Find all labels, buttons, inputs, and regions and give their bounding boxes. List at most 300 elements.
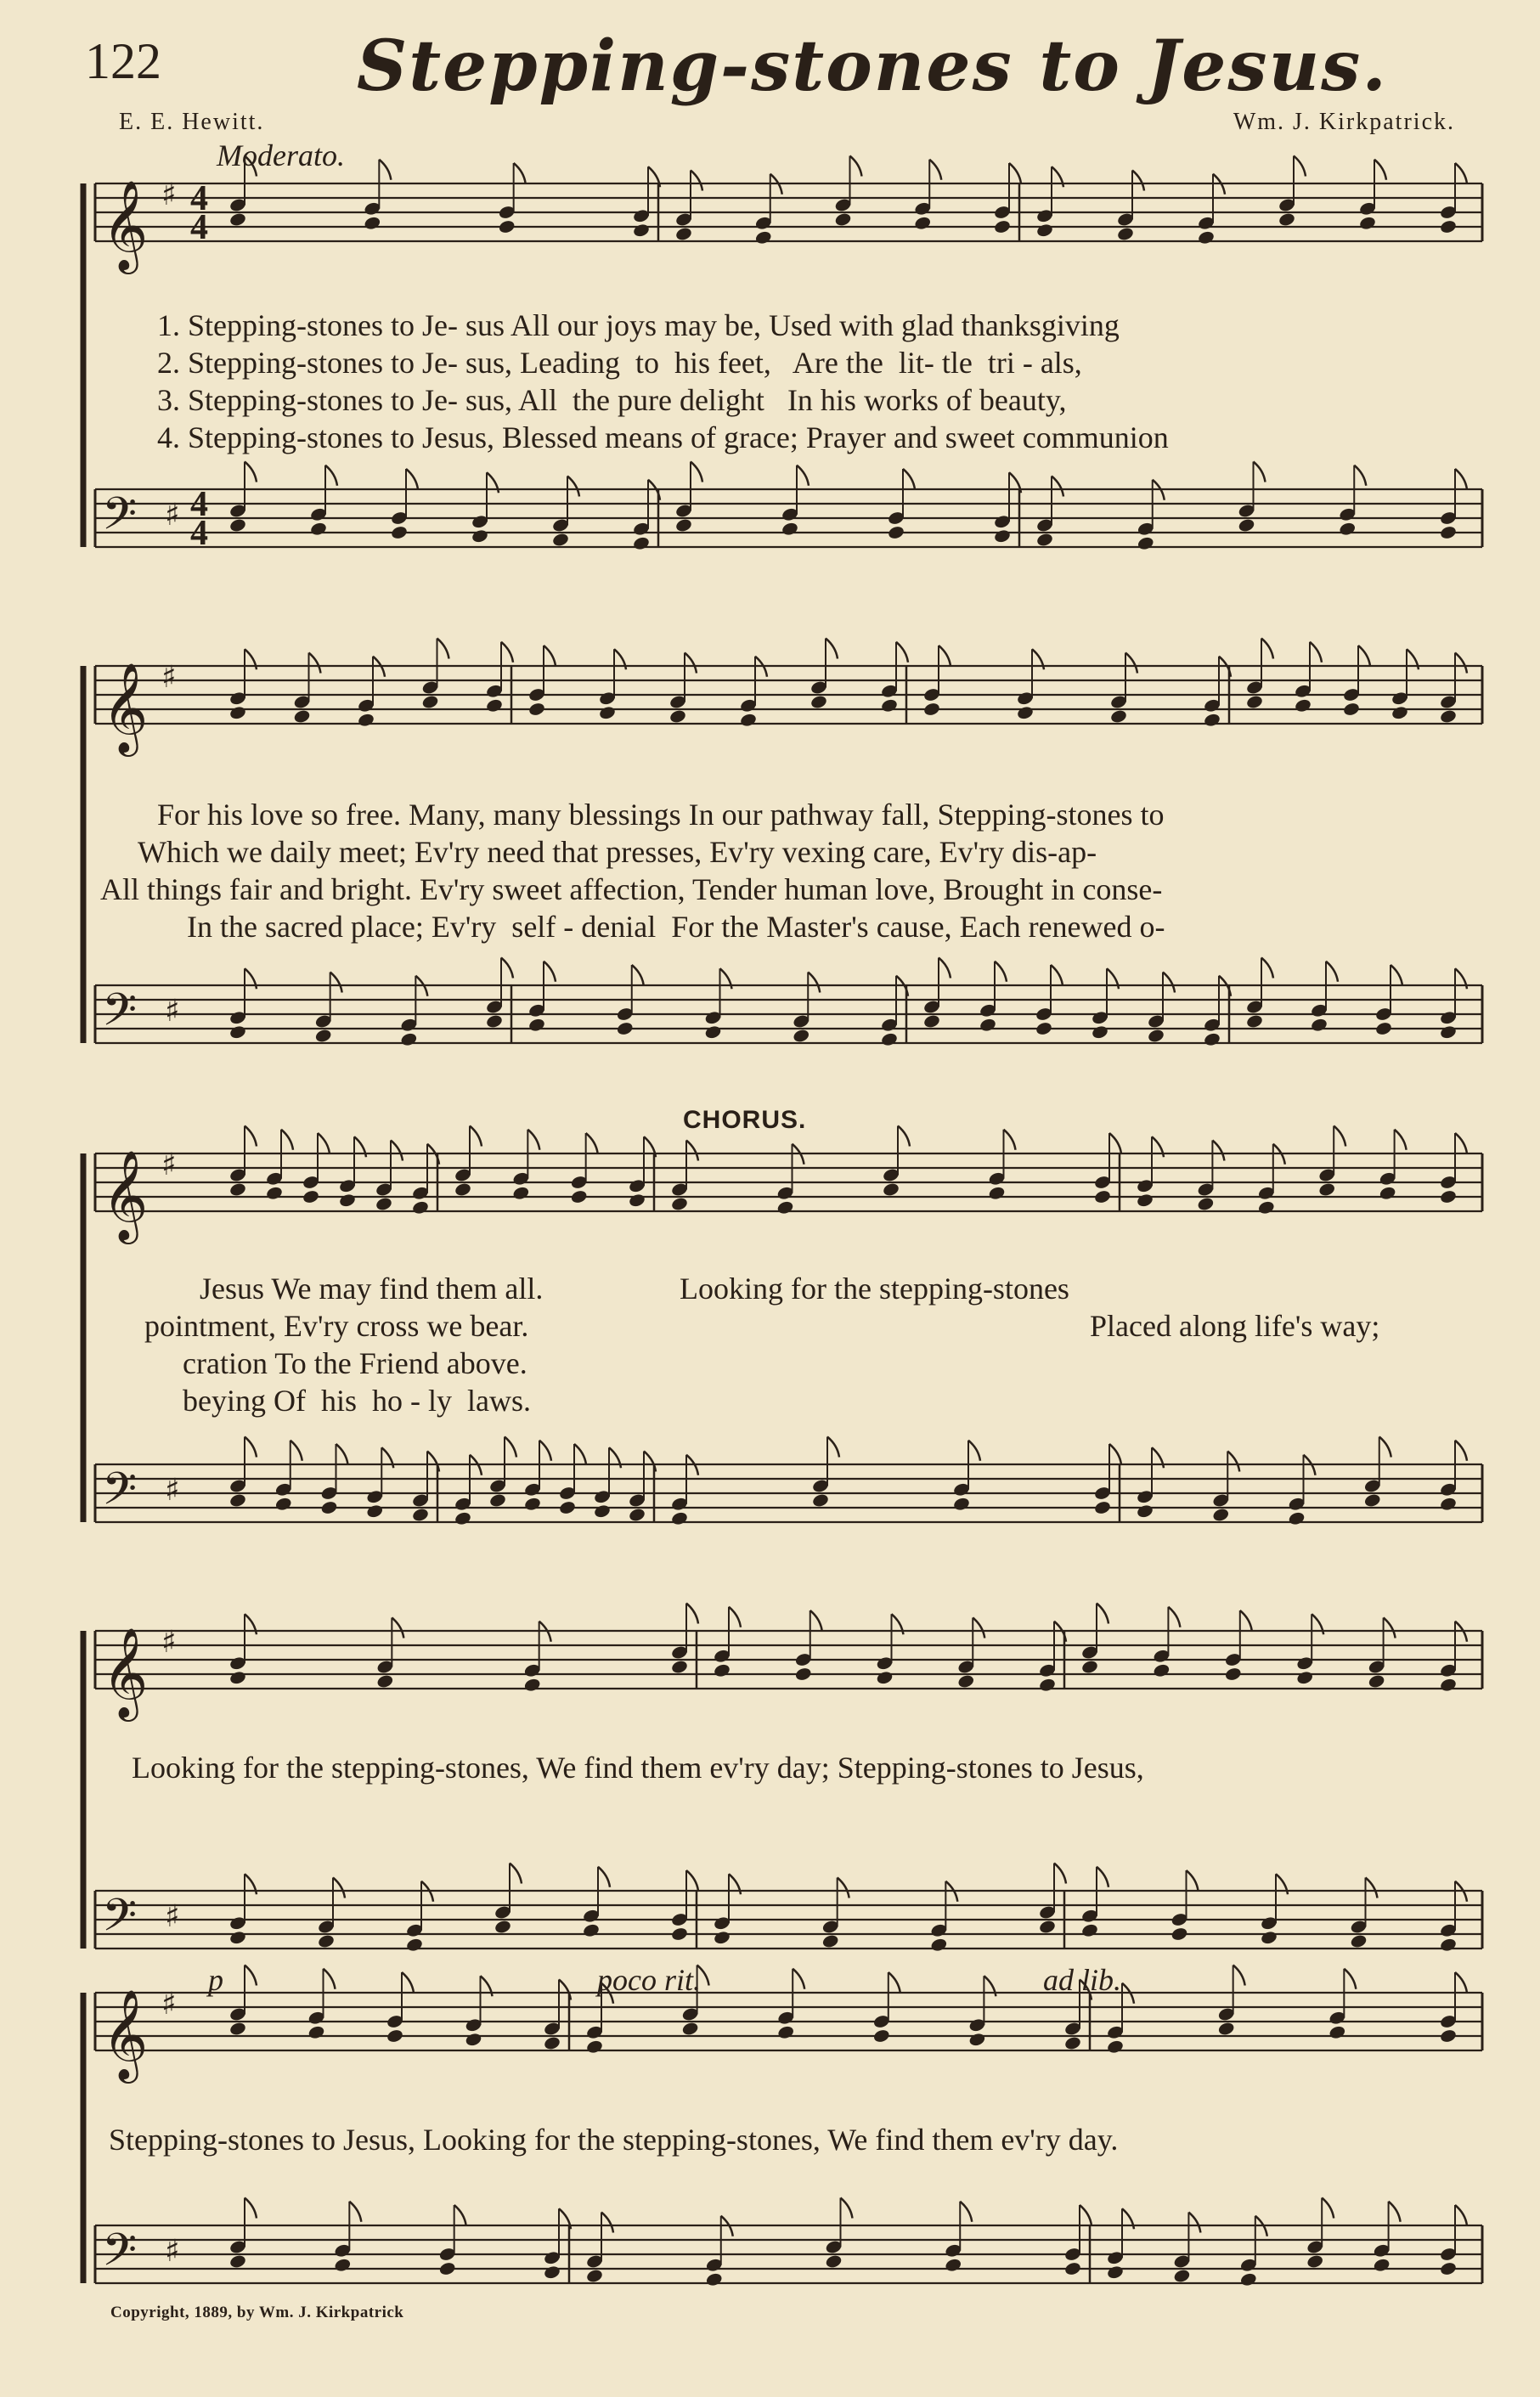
note-head — [1171, 1926, 1188, 1942]
note-head — [1439, 1678, 1457, 1693]
note-flag — [1240, 1610, 1252, 1631]
note-head — [1212, 1507, 1230, 1522]
verse-line: 4. Stepping-stones to Jesus, Blessed means of grace; Prayer and sweet communion — [157, 420, 1169, 454]
verse-line: 2. Stepping-stones to Je- sus, Leading to his feet, Are the lit- tle tri - als, — [157, 346, 1082, 380]
note-flag — [810, 1610, 822, 1631]
note-head — [1439, 708, 1457, 724]
note-head — [945, 2258, 962, 2273]
note-flag — [1227, 1452, 1239, 1472]
sharp-icon: ♯ — [161, 178, 177, 212]
note-flag — [501, 642, 513, 663]
verse-line: All things fair and bright. Ev'ry sweet affection, Tender human love, Brought in conse- — [100, 872, 1163, 906]
note-flag — [1261, 958, 1273, 979]
hymn-title: Stepping-stones to Jesus. — [357, 25, 1388, 107]
sharp-icon: ♯ — [161, 1625, 177, 1660]
note-head — [1342, 702, 1360, 717]
note-head — [421, 694, 439, 709]
note-flag — [544, 646, 556, 666]
note-head — [570, 1189, 588, 1204]
note-flag — [598, 1867, 610, 1887]
note-head — [338, 1193, 356, 1208]
note-flag — [333, 1878, 345, 1898]
note-head — [705, 2272, 723, 2287]
note-head — [598, 705, 616, 720]
note-head — [704, 1024, 722, 1040]
note-flag — [1389, 2202, 1401, 2222]
author: E. E. Hewitt. — [119, 109, 265, 135]
note-head — [438, 2261, 456, 2276]
note-head — [309, 522, 327, 537]
note-flag — [1009, 163, 1021, 183]
note-flag — [686, 1604, 698, 1624]
note-flag — [1455, 1133, 1467, 1153]
bass-clef-icon: 𝄢 — [102, 1890, 138, 1953]
note-flag — [1366, 1878, 1378, 1898]
note-head — [887, 525, 905, 540]
sharp-icon: ♯ — [165, 994, 180, 1029]
note-flag — [838, 1878, 849, 1898]
note-flag — [1109, 1444, 1121, 1464]
note-flag — [1395, 1130, 1407, 1150]
note-flag — [586, 1133, 598, 1153]
note-flag — [1384, 1618, 1396, 1638]
note-head — [930, 1937, 948, 1953]
note-head — [1310, 1018, 1328, 1033]
note-head — [390, 525, 408, 540]
note-flag — [1391, 965, 1402, 985]
note-flag — [939, 958, 951, 979]
note-flag — [1254, 462, 1266, 482]
note-flag — [939, 646, 951, 666]
note-flag — [1455, 163, 1467, 183]
note-head — [375, 1196, 392, 1211]
note-head — [551, 532, 569, 547]
note-head — [523, 1678, 541, 1693]
note-head — [334, 2258, 352, 2273]
bass-clef-icon: 𝄢 — [102, 984, 138, 1047]
note-flag — [1374, 160, 1386, 180]
note-head — [523, 1497, 541, 1512]
note-head — [488, 1492, 506, 1508]
note-head — [1093, 1500, 1111, 1515]
note-head — [1173, 2268, 1191, 2283]
note-flag — [691, 462, 702, 482]
note-head — [1373, 2258, 1391, 2273]
note-flag — [1052, 477, 1063, 497]
time-signature: 4 — [190, 179, 208, 218]
note-head — [228, 1024, 246, 1040]
note-head — [1439, 2261, 1457, 2276]
note-head — [411, 1200, 429, 1215]
note-head — [376, 1673, 394, 1689]
note-head — [957, 1673, 975, 1689]
note-head — [317, 1933, 335, 1949]
note-head — [781, 522, 798, 537]
note-head — [1153, 1663, 1171, 1678]
note-head — [777, 2025, 795, 2040]
note-flag — [973, 1618, 984, 1638]
treble-clef-icon: 𝄞 — [102, 1149, 149, 1240]
time-signature: 4 — [190, 208, 208, 247]
note-flag — [929, 160, 941, 180]
note-flag — [501, 958, 513, 979]
note-head — [558, 1500, 576, 1515]
note-head — [993, 219, 1011, 234]
note-head — [880, 1032, 898, 1047]
note-flag — [325, 465, 337, 486]
composer: Wm. J. Kirkpatrick. — [1233, 109, 1455, 135]
note-head — [1147, 1028, 1165, 1043]
note-flag — [1379, 1437, 1391, 1458]
note-flag — [888, 1972, 900, 1993]
sharp-icon: ♯ — [161, 660, 177, 695]
note-head — [1439, 1189, 1457, 1204]
note-head — [713, 1663, 731, 1678]
note-flag — [392, 1618, 403, 1638]
note-head — [1350, 1933, 1368, 1949]
note-head — [1093, 1189, 1111, 1204]
note-flag — [1358, 646, 1370, 666]
note-head — [988, 1186, 1006, 1201]
note-flag — [527, 1130, 539, 1150]
note-flag — [903, 469, 915, 489]
page-number: 122 — [85, 33, 161, 89]
note-head — [1379, 1186, 1396, 1201]
note-head — [293, 708, 311, 724]
note-flag — [826, 639, 838, 659]
note-head — [1217, 2021, 1235, 2036]
verse-line: cration To the Friend above. — [183, 1346, 527, 1380]
note-head — [993, 528, 1011, 544]
verse-line: Jesus We may find them all. — [200, 1272, 544, 1306]
verse-line: Which we daily meet; Ev'ry need that presses, Ev'ry vexing care, Ev'ry dis-ap- — [138, 835, 1097, 869]
note-head — [228, 212, 246, 227]
note-flag — [330, 973, 342, 993]
note-head — [1106, 2264, 1124, 2280]
note-flag — [391, 1141, 403, 1161]
note-head — [1439, 219, 1457, 234]
note-head — [1278, 212, 1295, 227]
note-head — [366, 1503, 384, 1519]
note-flag — [379, 160, 391, 180]
note-flag — [1132, 171, 1144, 191]
note-flag — [1109, 1133, 1121, 1153]
bass-clef-icon: 𝄢 — [102, 488, 138, 551]
note-head — [776, 1200, 794, 1215]
note-head — [1063, 2261, 1081, 2276]
treble-clef-icon: 𝄞 — [102, 179, 149, 270]
dynamic-marking: p — [208, 1963, 223, 1997]
note-flag — [1455, 1972, 1467, 1993]
chorus-line: Stepping-stones to Jesus, Looking for the stepping-stones, We find them ev'ry day. — [109, 2123, 1119, 2157]
note-head — [1439, 1937, 1457, 1953]
chorus-label: CHORUS. — [683, 1106, 807, 1134]
note-head — [922, 1013, 940, 1029]
note-head — [527, 702, 545, 717]
note-head — [670, 1511, 688, 1526]
note-head — [1296, 1670, 1314, 1685]
note-flag — [505, 1437, 516, 1458]
tempo-marking: Moderato. — [217, 138, 345, 172]
note-head — [265, 1186, 283, 1201]
note-flag — [960, 2202, 972, 2222]
note-flag — [601, 2213, 613, 2233]
note-head — [1358, 216, 1376, 231]
note-flag — [1168, 1607, 1180, 1627]
note-flag — [245, 1966, 257, 1986]
note-head — [582, 1923, 600, 1938]
note-flag — [245, 2198, 257, 2219]
note-head — [593, 1503, 611, 1519]
treble-clef-icon: 𝄞 — [102, 1627, 149, 1717]
note-head — [1439, 2028, 1457, 2044]
note-flag — [1455, 2205, 1467, 2225]
note-head — [1038, 1919, 1056, 1934]
note-flag — [1188, 2213, 1200, 2233]
note-head — [952, 1497, 970, 1512]
note-head — [400, 1032, 418, 1047]
note-head — [628, 1193, 646, 1208]
note-flag — [1455, 1441, 1467, 1461]
chorus-line: Placed along life's way; — [1090, 1309, 1380, 1343]
note-head — [681, 2021, 699, 2036]
note-head — [498, 219, 516, 234]
note-head — [880, 698, 898, 713]
note-head — [228, 517, 246, 533]
note-flag — [1334, 1126, 1345, 1147]
note-flag — [454, 2205, 466, 2225]
note-flag — [1261, 639, 1273, 659]
note-flag — [691, 171, 702, 191]
note-flag — [336, 1444, 348, 1464]
note-flag — [470, 1126, 482, 1147]
note-head — [1238, 517, 1255, 533]
sharp-icon: ♯ — [165, 498, 180, 533]
note-flag — [898, 1126, 910, 1147]
note-head — [821, 1933, 839, 1949]
note-head — [979, 1018, 996, 1033]
note-head — [1136, 1193, 1154, 1208]
note-head — [485, 1013, 503, 1029]
verse-line: 1. Stepping-stones to Je- sus All our joys may be, Used with glad thanksgiving — [157, 308, 1120, 342]
chorus-line: Looking for the stepping-stones, We find them ev'ry day; Stepping-stones to Jesus, — [132, 1751, 1144, 1785]
verse-line: beying Of his ho - ly laws. — [183, 1384, 531, 1418]
note-head — [364, 216, 381, 231]
note-head — [1439, 1497, 1457, 1512]
note-head — [274, 1497, 292, 1512]
note-head — [616, 1021, 634, 1036]
note-flag — [437, 639, 449, 659]
note-flag — [1310, 642, 1322, 663]
note-head — [1260, 1930, 1278, 1945]
note-head — [512, 1186, 530, 1201]
note-flag — [1294, 156, 1306, 177]
sharp-icon: ♯ — [165, 2234, 180, 2269]
verse-line: In the sacred place; Ev'ry self - denial For the Master's cause, Each renewed o- — [187, 910, 1165, 944]
note-head — [1245, 694, 1263, 709]
note-head — [1239, 2272, 1257, 2287]
tempo-marking: ad lib. — [1043, 1963, 1122, 1997]
note-flag — [729, 1607, 741, 1627]
note-flag — [850, 156, 862, 177]
note-head — [314, 1028, 332, 1043]
note-head — [543, 2264, 561, 2280]
note-head — [1203, 1032, 1221, 1047]
note-head — [1116, 226, 1134, 241]
note-flag — [406, 469, 418, 489]
note-head — [465, 2032, 482, 2047]
note-head — [228, 2021, 246, 2036]
note-flag — [574, 1444, 586, 1464]
sharp-icon: ♯ — [165, 1473, 180, 1508]
note-flag — [1344, 1969, 1356, 1989]
note-head — [674, 226, 692, 241]
note-flag — [324, 1969, 336, 1989]
note-head — [1339, 522, 1357, 537]
note-head — [1318, 1182, 1336, 1197]
note-head — [1197, 1196, 1215, 1211]
note-head — [1080, 1659, 1098, 1674]
note-head — [302, 1189, 319, 1204]
note-flag — [291, 1441, 302, 1461]
note-head — [228, 705, 246, 720]
note-head — [1328, 2025, 1346, 2040]
note-head — [1363, 1492, 1381, 1508]
sharp-icon: ♯ — [161, 1987, 177, 2022]
note-head — [882, 1182, 900, 1197]
note-flag — [1097, 1867, 1108, 1887]
note-head — [670, 1196, 688, 1211]
note-head — [754, 230, 772, 245]
note-head — [1035, 223, 1053, 238]
note-flag — [685, 653, 697, 674]
note-head — [228, 2253, 246, 2269]
note-head — [1306, 2253, 1324, 2269]
note-head — [922, 702, 940, 717]
note-head — [485, 698, 503, 713]
note-flag — [968, 1441, 980, 1461]
note-head — [1137, 536, 1154, 551]
note-head — [228, 1182, 246, 1197]
note-flag — [1054, 1864, 1066, 1884]
note-head — [825, 2253, 843, 2269]
verse-line: pointment, Ev'ry cross we bear. — [144, 1309, 529, 1343]
note-head — [307, 2025, 325, 2040]
note-flag — [1354, 465, 1366, 486]
note-flag — [349, 2202, 361, 2222]
note-flag — [1455, 653, 1467, 674]
note-flag — [686, 1141, 698, 1161]
note-flag — [318, 1133, 330, 1153]
note-flag — [1163, 973, 1175, 993]
note-flag — [797, 465, 809, 486]
note-head — [1106, 2039, 1124, 2055]
note-flag — [1125, 653, 1137, 674]
treble-clef-icon: 𝄞 — [102, 1988, 149, 2079]
note-head — [585, 2268, 603, 2283]
time-signature: 4 — [190, 514, 208, 553]
note-flag — [245, 1437, 257, 1458]
note-head — [674, 517, 692, 533]
note-head — [914, 216, 932, 231]
note-head — [1197, 230, 1215, 245]
note-head — [834, 212, 852, 227]
note-head — [1136, 1503, 1154, 1519]
note-head — [543, 2035, 561, 2050]
time-signature: 4 — [190, 485, 208, 524]
note-flag — [514, 163, 526, 183]
note-flag — [1097, 1604, 1108, 1624]
treble-clef-icon: 𝄞 — [102, 662, 149, 753]
note-flag — [1051, 965, 1063, 985]
note-flag — [309, 653, 321, 674]
note-head — [1257, 1200, 1275, 1215]
note-head — [471, 528, 488, 544]
note-flag — [1004, 1130, 1016, 1150]
note-head — [405, 1937, 423, 1953]
note-flag — [544, 962, 556, 982]
note-head — [1439, 1024, 1457, 1040]
note-head — [809, 694, 827, 709]
note-head — [1063, 2035, 1081, 2050]
note-head — [670, 1926, 688, 1942]
note-head — [1203, 713, 1221, 728]
note-head — [1368, 1673, 1385, 1689]
note-head — [1224, 1667, 1242, 1682]
note-head — [1035, 532, 1053, 547]
note-head — [968, 2032, 986, 2047]
note-flag — [793, 1969, 804, 1989]
verse-line: 3. Stepping-stones to Je- sus, All the pure delight In his works of beauty, — [157, 383, 1067, 417]
note-flag — [281, 1130, 293, 1150]
note-head — [1439, 525, 1457, 540]
note-flag — [1326, 962, 1338, 982]
note-flag — [1080, 2205, 1092, 2225]
note-head — [228, 1670, 246, 1685]
note-head — [1109, 708, 1127, 724]
note-flag — [245, 1126, 257, 1147]
note-flag — [1187, 1870, 1199, 1891]
note-flag — [1455, 469, 1467, 489]
note-flag — [567, 477, 579, 497]
note-head — [811, 1492, 829, 1508]
chorus-line: Looking for the stepping-stones — [680, 1272, 1069, 1306]
sharp-icon: ♯ — [165, 1899, 180, 1934]
note-head — [628, 1507, 646, 1522]
note-flag — [245, 156, 257, 177]
note-flag — [1322, 2198, 1334, 2219]
note-head — [1091, 1024, 1108, 1040]
note-head — [585, 2039, 603, 2055]
sharp-icon: ♯ — [161, 1148, 177, 1182]
note-flag — [896, 642, 908, 663]
note-head — [228, 1492, 246, 1508]
copyright-notice: Copyright, 1889, by Wm. J. Kirkpatrick — [110, 2304, 404, 2321]
note-head — [228, 1930, 246, 1945]
note-head — [320, 1500, 338, 1515]
note-head — [1374, 1021, 1392, 1036]
note-flag — [632, 965, 644, 985]
note-flag — [827, 1437, 839, 1458]
note-head — [1016, 705, 1034, 720]
note-head — [670, 1659, 688, 1674]
bass-clef-icon: 𝄢 — [102, 1464, 138, 1526]
tempo-marking: poco rit. — [597, 1963, 701, 1997]
note-flag — [686, 1870, 698, 1891]
note-head — [1245, 1013, 1263, 1029]
note-head — [1038, 1678, 1056, 1693]
note-head — [494, 1919, 511, 1934]
